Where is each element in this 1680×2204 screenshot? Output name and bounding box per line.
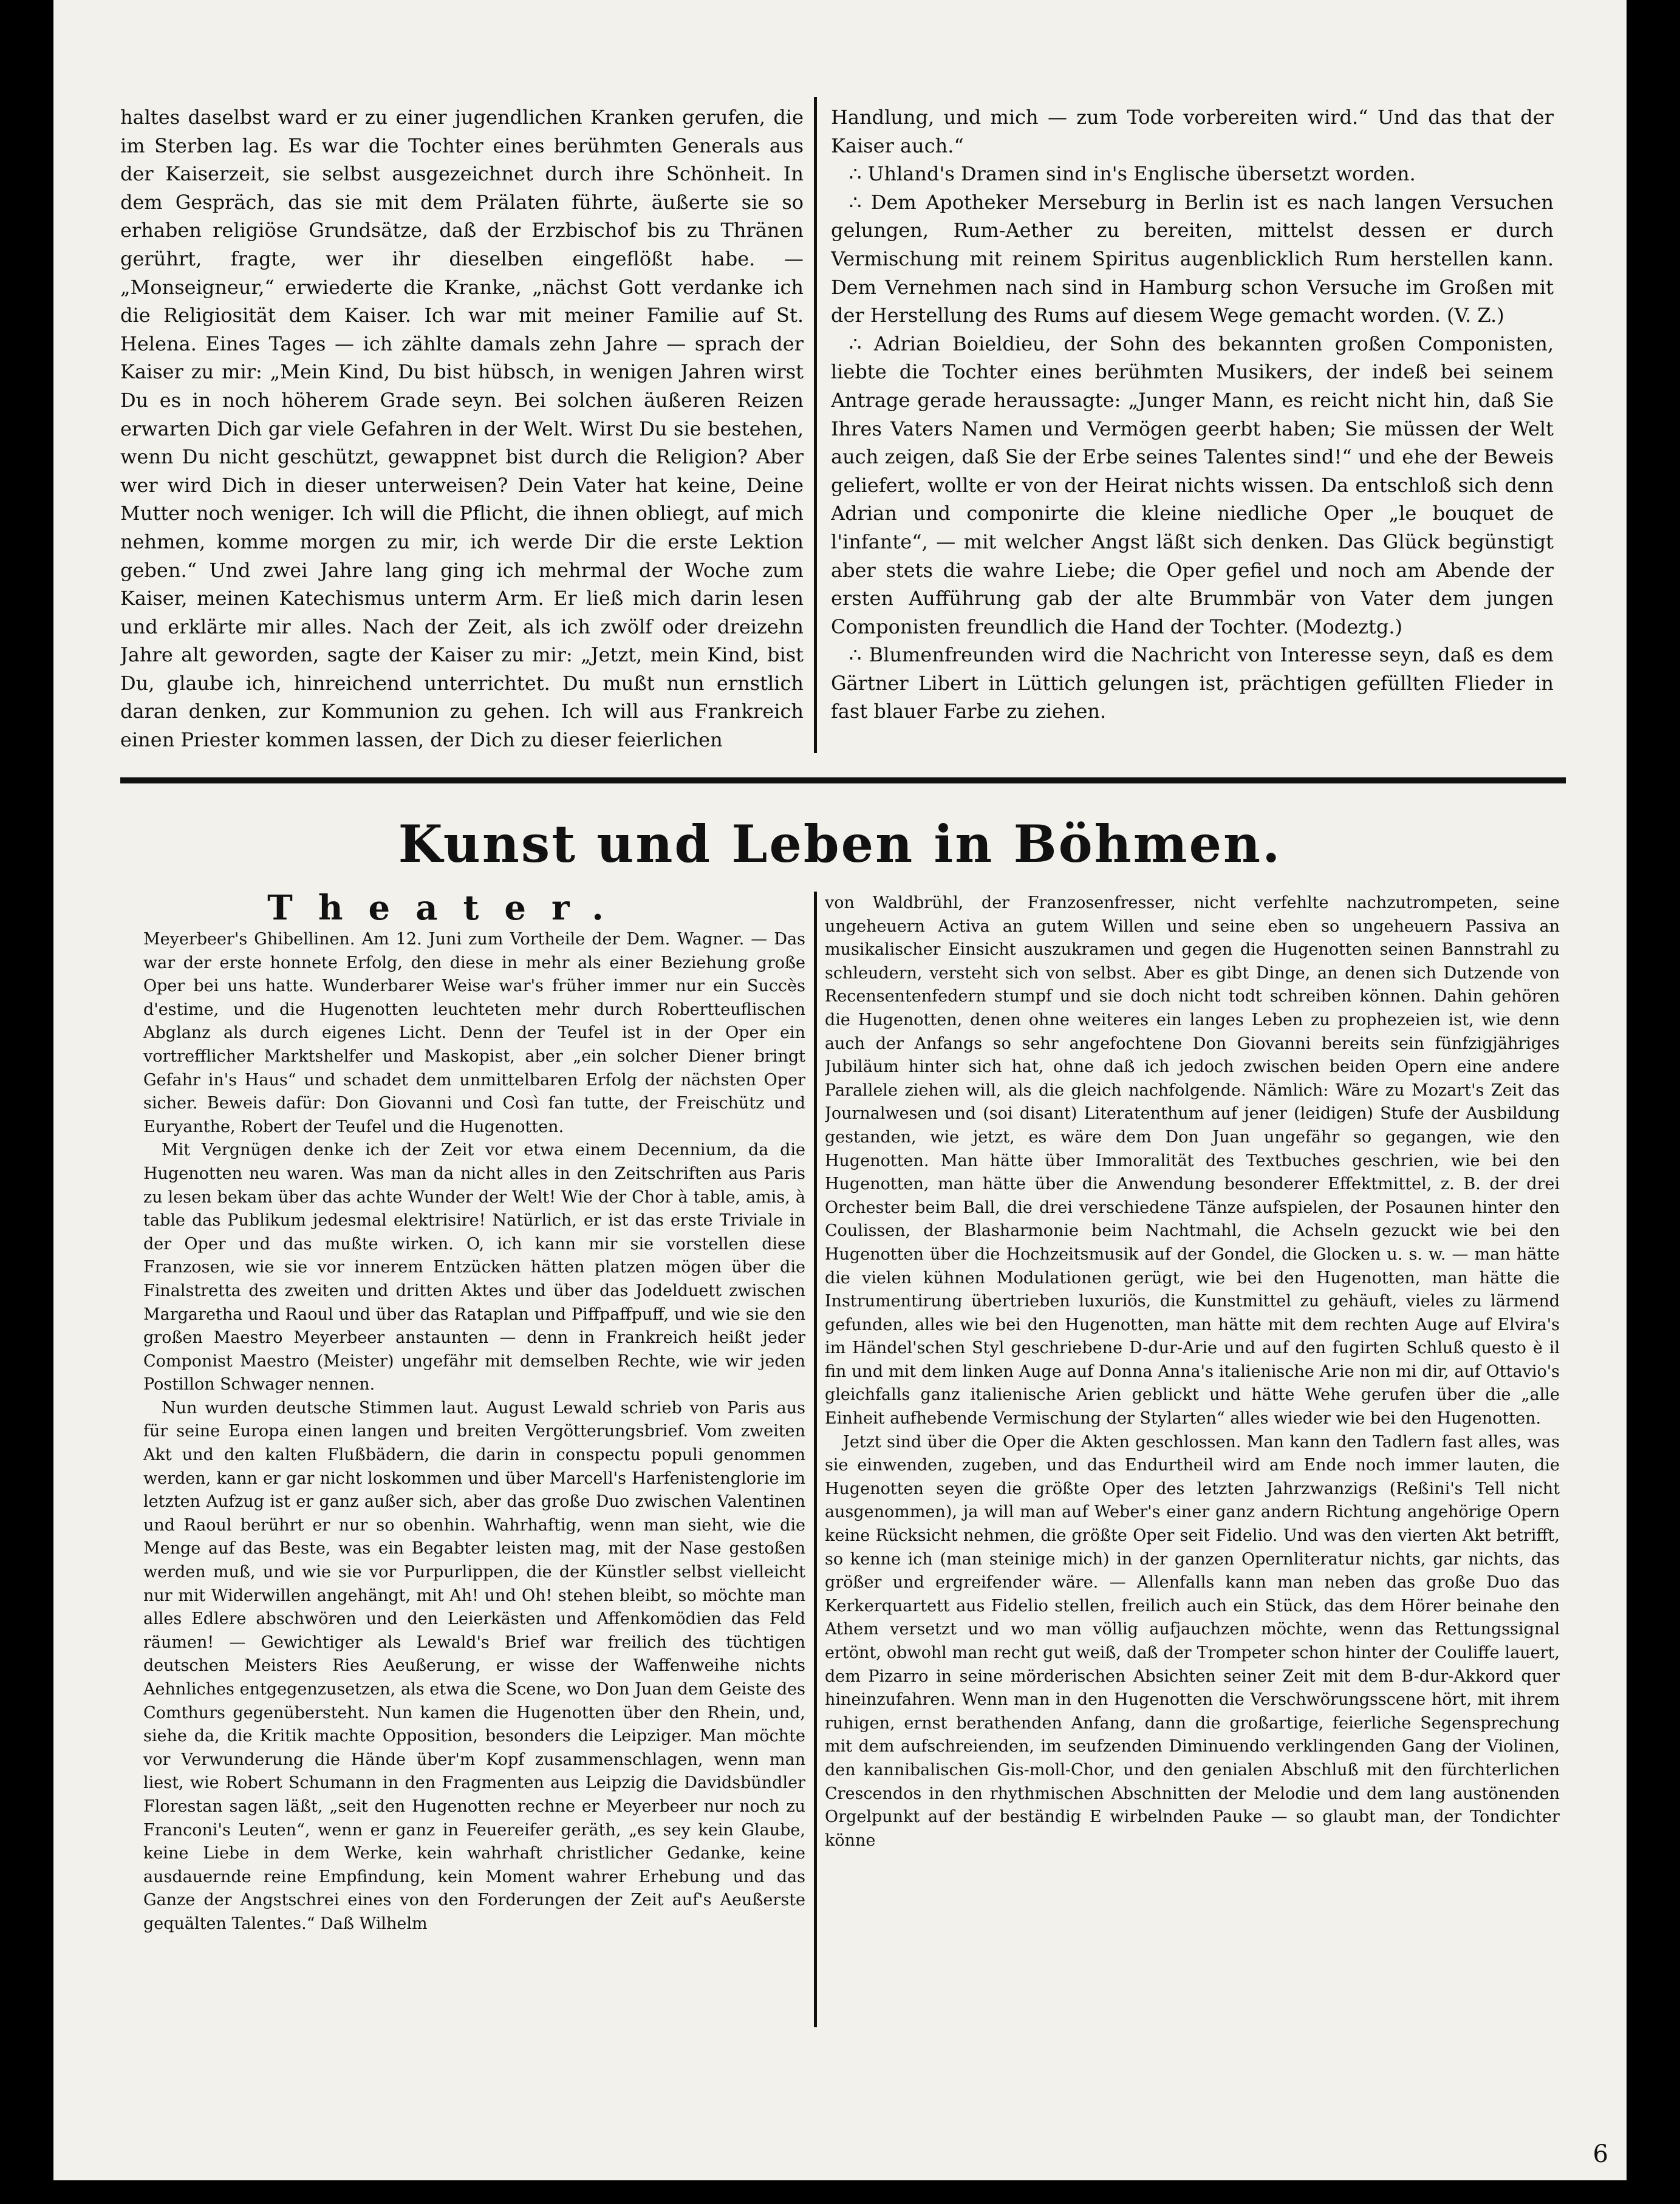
bottom-right-column xyxy=(825,892,1560,2027)
column-divider-bottom xyxy=(814,892,817,2027)
paragraph: von Waldbrühl, der Franzosenfresser, nicht verfehlte nachzutrompeten, seine ungeheuern Activa an gutem Willen und seine eben so ungeheuern Passiva an musikalischer Einsicht auszukramen und gegen die Hugenotten seinen Bannstrahl zu schleudern, versteht sich von selbst. Aber es gibt Dinge, an denen sich Dutzende von Recensentenfedern stumpf und sie doch nicht todt schreiben können. Dahin gehören die Hugenotten, denen ohne weiteres ein langes Leben zu prophezeien ist, wie denn auch der Anfangs so sehr angefochtene Don Giovanni bereits sein fünfzigjähriges Jubiläum hinter sich hat, ohne daß ich jedoch zwischen beiden Opern eine andere Parallele ziehen will, als die gleich nachfolgende. Nämlich: Wäre zu Mozart's Zeit das Journalwesen und (soi disant) Literatenthum auf jener (leidigen) Stufe der Ausbildung gestanden, wie jetzt, es wäre dem Don Juan ungefähr so gegangen, wie den Hugenotten. Man hätte über Immoralität des Textbuches geschrien, wie bei den Hugenotten, man hätte über die Anwendung besonderer Effektmittel, z. B. der drei Orchester beim Ball, die drei verschiedene Tänze aufspielen, der Posaunen hinter den Coulissen, der Blasharmonie beim Nachtmahl, die Achseln gezuckt wie bei den Hugenotten über die Hochzeitsmusik auf der Gondel, die Glocken u. s. w. — man hätte die vielen kühnen Modulationen gerügt, wie bei den Hugenotten, man hätte die Instrumentirung übertrieben luxuriös, die Kunstmittel zu gehäuft, vieles zu lärmend gefunden, alles wie bei den Hugenotten, man hätte mit dem rechten Auge auf Elvira's im Händel'schen Styl geschriebene D-dur-Arie und auf den fugirten Schluß questo è il fin und mit dem linken Auge auf Donna Anna's italienische Arie non mi dir, auf Ottavio's gleichfalls ganz italienische Arien geblickt und hätte Wehe gerufen über die „alle Einheit aufhebende Vermischung der Stylarten“ alles wieder wie bei den Hugenotten. xyxy=(825,893,1560,1428)
news-item: ∴ Blumenfreunden wird die Nachricht von Interesse seyn, daß es dem Gärtner Libert in Lüttich gelungen ist, prächtigen gefüllten Flieder in fast blauer Farbe zu ziehen. xyxy=(831,643,1554,723)
newspaper-page xyxy=(53,0,1627,2180)
paragraph: Nun wurden deutsche Stimmen laut. August Lewald schrieb von Paris aus für seine Europa einen langen und breiten Vergötterungsbrief. Vom zweiten Akt und den kalten Flußbädern, die darin in conspectu populi genommen werden, kann er gar nicht loskommen und über Marcell's Harfenistenglorie im letzten Aufzug ist er ganz außer sich, aber das große Duo zwischen Valentinen und Raoul berührt er nur so obenhin. Wahrhaftig, wenn man sieht, wie die Menge auf das Beste, was ein Begabter leisten mag, mit der Nase gestoßen werden muß, und wie sie vor Purpurlippen, die der Künstler selbst vielleicht nur mit Widerwillen angehängt, mit Ah! und Oh! stehen bleibt, so möchte man alles Edlere abschwören und den Leierkästen und Affenkomödien das Feld räumen! — Gewichtiger als Lewald's Brief war freilich des tüchtigen deutschen Meisters Ries Aeußerung, er wisse der Waffenweihe nichts Aehnliches entgegenzusetzen, als etwa die Scene, wo Don Juan dem Geiste des Comthurs gegenübersteht. Nun kamen die Hugenotten über den Rhein, und, siehe da, die Kritik machte Opposition, besonders die Leipziger. Man möchte vor Verwunderung die Hände über'm Kopf zusammenschlagen, wenn man liest, wie Robert Schumann in den Fragmenten aus Leipzig die Davidsbündler Florestan sagen läßt, „seit den Hugenotten rechne er Meyerbeer nur noch zu Franconi's Leuten“, wenn er ganz in Feuereifer geräth, „es sey kein Glaube, keine Liebe in dem Werke, kein wahrhaft christlicher Gedanke, keine ausdauernde reine Empfindung, kein Moment wahrer Erhebung und das Ganze der Angstschrei eines von den Forderungen der Zeit auf's Aeußerste gequälten Talentes.“ Daß Wilhelm xyxy=(143,1398,805,1933)
section-separator-rule xyxy=(120,777,1566,783)
article-title: Kunst und Leben in Böhmen. xyxy=(398,814,1282,874)
news-item: ∴ Adrian Boieldieu, der Sohn des bekannten großen Componisten, liebte die Tochter eines berühmten Musikers, der indeß bei seinem Antrage gerade heraussagte: „Junger Mann, es reicht nicht hin, daß Sie Ihres Vaters Namen und Vermögen geerbt haben; Sie müssen der Welt auch zeigen, daß Sie der Erbe seines Talentes sind!“ und ehe der Beweis geliefert, wollte er von der Heirat nichts wissen. Da entschloß sich denn Adrian und componirte die kleine niedliche Oper „le bouquet de l'infante“, — mit welcher Angst läßt sich denken. Das Glück begünstigt aber stets die wahre Liebe; die Oper gefiel und noch am Abende der ersten Aufführung gab der alte Brummbär von Vater dem jungen Componisten freundlich die Hand der Tochter. (Modeztg.) xyxy=(831,332,1554,638)
paragraph: Meyerbeer's Ghibellinen. Am 12. Juni zum Vortheile der Dem. Wagner. — Das war der erste honnete Erfolg, den diese in mehr als einer Beziehung große Oper bei uns hatte. Wunderbarer Weise war's früher immer nur ein Succès d'estime, und die Hugenotten leuchteten mehr durch Robertteuflischen Abglanz als durch eigenes Licht. Denn der Teufel ist in der Oper ein vortrefflicher Marktshelfer und Maskopist, aber „ein solcher Diener bringt Gefahr in's Haus“ und schadet dem unmittelbaren Erfolg der nächsten Oper sicher. Beweis dafür: Don Giovanni und Così fan tutte, der Freischütz und Euryanthe, Robert der Teufel und die Hugenotten. xyxy=(143,930,805,1136)
top-right-column xyxy=(831,103,1554,753)
paragraph: Mit Vergnügen denke ich der Zeit vor etwa einem Decennium, da die Hugenotten neu waren. Was man da nicht alles in den Zeitschriften aus Paris zu lesen bekam über das achte Wunder der Welt! Wie der Chor à table, amis, à table das Publikum jedesmal elektrisire! Natürlich, er ist das erste Triviale in der Oper und das mußte wirken. O, ich kann mir sie vorstellen diese Franzosen, wie sie vor innerem Entzücken hätten platzen mögen über die Finalstretta des zweiten und dritten Aktes und über das Jodelduett zwischen Margaretha und Raoul und über das Rataplan und Piffpaffpuff, und wie sie den großen Maestro Meyerbeer anstaunten — denn in Frankreich heißt jeder Componist Maestro (Meister) ungefähr mit demselben Rechte, wie wir jeden Postillon Schwager nennen. xyxy=(143,1141,805,1394)
news-item: ∴ Uhland's Dramen sind in's Englische übersetzt worden. xyxy=(849,162,1416,186)
section-heading: Theater. xyxy=(267,888,629,928)
news-item: ∴ Dem Apotheker Merseburg in Berlin ist es nach langen Versuchen gelungen, Rum-Aether zu bereiten, mittelst dessen er durch Vermischung mit reinem Spiritus augenblicklich Rum herstellen kann. Dem Vernehmen nach sind in Hamburg schon Versuche im Großen mit der Herstellung des Rums auf diesem Wege gemacht worden. (V. Z.) xyxy=(831,190,1554,327)
bottom-left-column xyxy=(143,928,805,2027)
paragraph: haltes daselbst ward er zu einer jugendlichen Kranken gerufen, die im Sterben lag. Es war die Tochter eines berühmten Generals aus der Kaiserzeit, sie selbst ausgezeichnet durch ihre Schönheit. In dem Gespräch, das sie mit dem Prälaten führte, äußerte sie so erhaben religiöse Grundsätze, daß der Erzbischof bis zu Thränen gerührt, fragte, wer ihr dieselben eingeflößt habe. — „Monseigneur,“ erwiederte die Kranke, „nächst Gott verdanke ich die Religiosität dem Kaiser. Ich war mit meiner Familie auf St. Helena. Eines Tages — ich zählte damals zehn Jahre — sprach der Kaiser zu mir: „Mein Kind, Du bist hübsch, in wenigen Jahren wirst Du es in noch höherem Grade seyn. Bei solchen äußeren Reizen erwarten Dich gar viele Gefahren in der Welt. Wirst Du sie bestehen, wenn Du nicht geschützt, gewappnet bist durch die Religion? Aber wer wird Dich in dieser unterweisen? Dein Vater hat keine, Deine Mutter noch weniger. Ich will die Pflicht, die ihnen obliegt, auf mich nehmen, komme morgen zu mir, ich werde Dir die erste Lektion geben.“ Und zwei Jahre lang ging ich mehrmal der Woche zum Kaiser, meinen Katechismus unterm Arm. Er ließ mich darin lesen und erklärte mir alles. Nach der Zeit, als ich zwölf oder dreizehn Jahre alt geworden, sagte der Kaiser zu mir: „Jetzt, mein Kind, bist Du, glaube ich, hinreichend unterrichtet. Du mußt nun ernstlich daran denken, zur Kommunion zu gehen. Ich will aus Frankreich einen Priester kommen lassen, der Dich zu dieser feierlichen xyxy=(120,106,804,752)
column-divider-top xyxy=(814,97,817,753)
paragraph: Handlung, und mich — zum Tode vorbereiten wird.“ Und das that der Kaiser auch.“ xyxy=(831,106,1554,157)
paragraph: Jetzt sind über die Oper die Akten geschlossen. Man kann den Tadlern fast alles, was sie einwenden, zugeben, und das Endurtheil wird am Ende noch immer lauten, die Hugenotten seyen die größte Oper des letzten Jahrzwanzigs (Reßini's Tell nicht ausgenommen), ja will man auf Weber's einer ganz andern Richtung angehörige Opern keine Rücksicht nehmen, die größte Oper seit Fidelio. Und was den vierten Akt betrifft, so kenne ich (man steinige mich) in der ganzen Opernliteratur nichts, gar nichts, das größer und ergreifender wäre. — Allenfalls kann man neben das große Duo das Kerkerquartett aus Fidelio stellen, freilich auch ein Stück, das dem Hörer beinahe den Athem versetzt und wo man völlig aufjauchzen möchte, wenn das Rettungssignal ertönt, obwohl man recht gut weiß, daß der Trompeter schon hinter der Couliffe lauert, dem Pizarro in seine mörderischen Absichten seiner Zeit mit dem B-dur-Akkord quer hineinzufahren. Wenn man in den Hugenotten die Verschwörungsscene hört, mit ihrem ruhigen, ernst berathenden Anfang, dann die großartige, feierliche Segensprechung mit dem aufschreienden, im seufzenden Diminuendo verklingenden Gang der Violinen, den kannibalischen Gis-moll-Chor, und den genialen Abschluß mit den fürchterlichen Crescendos in den rhythmischen Abschnitten der Melodie und dem lang austönenden Orgelpunkt auf der beständig E wirbelnden Pauke — so glaubt man, der Tondichter könne xyxy=(825,1432,1560,1850)
top-left-column xyxy=(120,103,804,753)
page-corner-mark: 6 xyxy=(1593,2140,1608,2168)
